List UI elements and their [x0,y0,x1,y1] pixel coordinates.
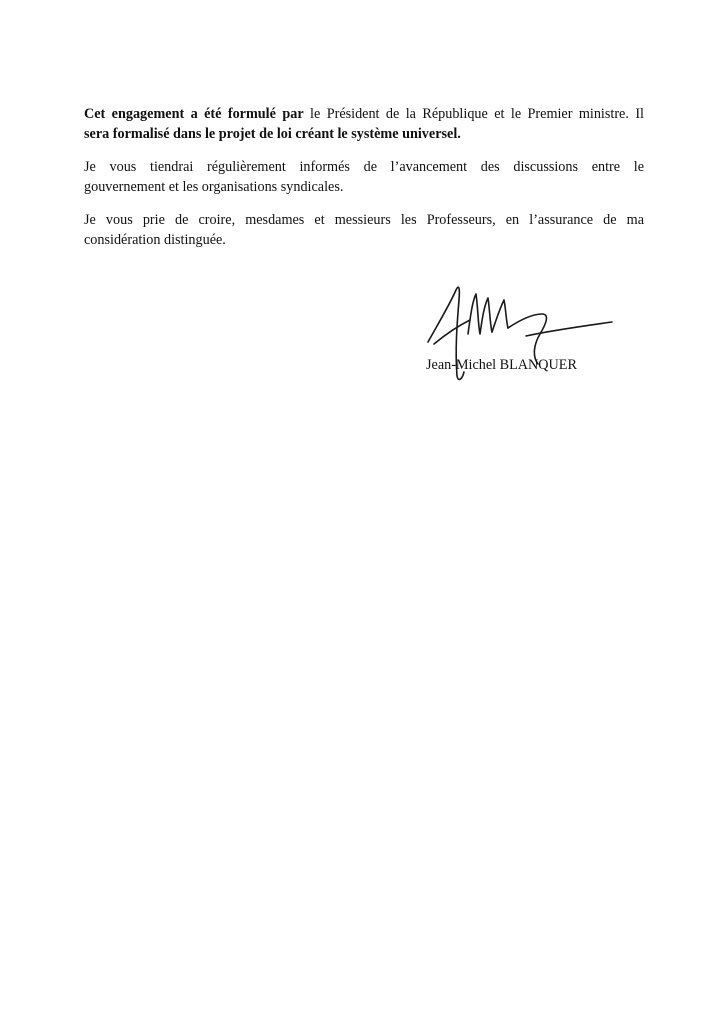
commitment-bold-lead: Cet engagement a été formulé par [84,106,304,122]
paragraph-updates-line-2: gouvernement et les organisations syndicales. [84,179,344,195]
signatory-name: Jean-Michel BLANQUER [426,357,577,373]
paragraph-closing-line-1: Je vous prie de croire, mesdames et messieurs les Professeurs, en l’assurance de ma [84,212,644,228]
paragraph-closing [84,210,644,250]
paragraph-closing-line-2: considération distinguée. [84,232,226,248]
paragraph-updates-line-1: Je vous tiendrai régulièrement informés de l’avancement des discussions entre le [84,159,644,175]
paragraph-commitment-line-1 [84,104,644,124]
paragraph-updates [84,157,644,197]
commitment-text: le Président de la République et le Premier ministre. Il [303,106,644,122]
paragraph-commitment-line-2 [84,124,644,144]
commitment-bold-formalised: sera formalisé dans le projet de loi créant le système universel. [84,126,461,142]
paragraph-commitment [84,104,644,144]
